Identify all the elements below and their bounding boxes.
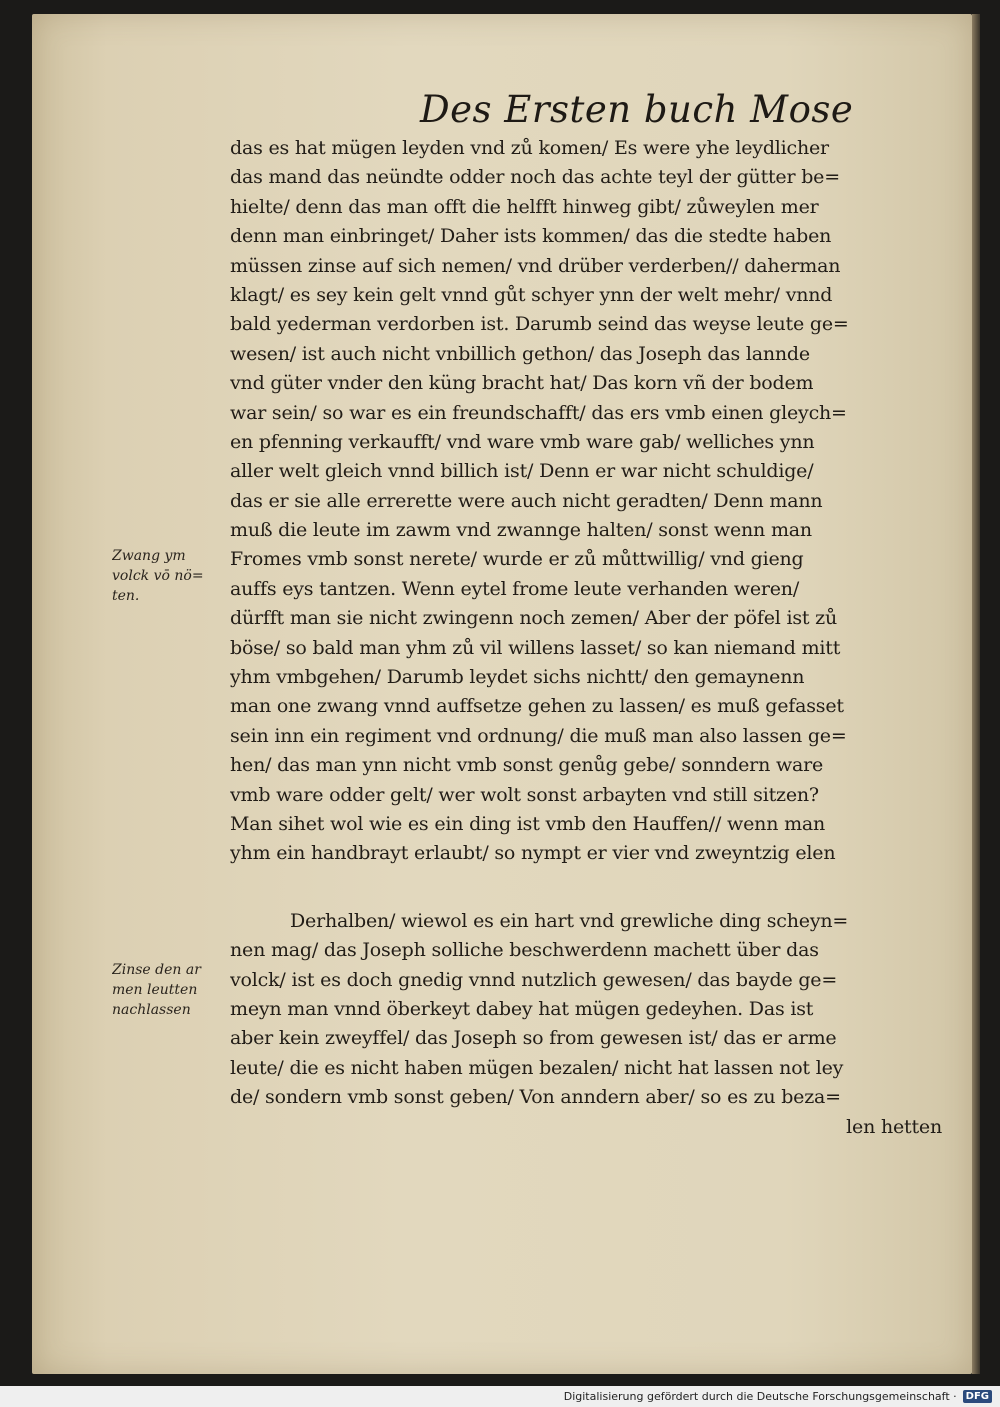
body-text — [230, 134, 942, 1142]
text-line: auffs eys tantzen. Wenn eytel frome leute verhanden weren/ — [230, 577, 800, 600]
paragraph-1 — [230, 134, 942, 869]
text-line: war sein/ so war es ein freundschafft/ das ers vmb einen gleych= — [230, 401, 847, 424]
text-line: das es hat mügen leyden vnd zů komen/ Es were yhe leydlicher — [230, 137, 829, 159]
text-line: meyn man vnnd öberkeyt dabey hat mügen gedeyhen. Das ist — [230, 997, 814, 1020]
margin-note-line: Zwang ym — [112, 548, 186, 564]
text-line: yhm ein handbrayt erlaubt/ so nympt er vier vnd zweyntzig elen — [230, 842, 836, 865]
text-line: aber kein zweyffel/ das Joseph so from gewesen ist/ das er arme — [230, 1027, 837, 1050]
text-line: dürfft man sie nicht zwingenn noch zemen/ Aber der pöfel ist zů — [230, 607, 838, 630]
text-line: muß die leute im zawm vnd zwannge halten/ sonst wenn man — [230, 519, 812, 542]
footer-bar — [0, 1386, 1000, 1407]
text-line: aller welt gleich vnnd billich ist/ Denn er war nicht schuldige/ — [230, 460, 814, 483]
text-line: hielte/ denn das man offt die helfft hinweg gibt/ zůweylen mer — [230, 195, 819, 218]
text-line: vmb ware odder gelt/ wer wolt sonst arbayten vnd still sitzen? — [230, 783, 819, 806]
text-line: vnd güter vnder den küng bracht hat/ Das korn vñ der bodem — [230, 372, 814, 395]
margin-note-line: nachlassen — [112, 1002, 191, 1018]
margin-note-1 — [112, 546, 224, 606]
text-line: de/ sondern vmb sonst geben/ Von anndern aber/ so es zu beza= — [230, 1086, 841, 1109]
page-edge — [972, 14, 980, 1374]
text-line: man one zwang vnnd auffsetze gehen zu lassen/ es muß gefasset — [230, 695, 844, 718]
footer-credit: Digitalisierung gefördert durch die Deutsche Forschungsgemeinschaft · — [563, 1390, 957, 1403]
text-line: yhm vmbgehen/ Darumb leydet sichs nichtt/ den gemaynenn — [230, 666, 805, 689]
text-line: wesen/ ist auch nicht vnbillich gethon/ das Joseph das lannde — [230, 342, 810, 365]
text-line: Fromes vmb sonst nerete/ wurde er zů můttwillig/ vnd gieng — [230, 548, 804, 571]
dfg-logo-icon: DFG — [963, 1390, 992, 1403]
text-line: len hetten — [846, 1115, 942, 1138]
running-title: Des Ersten buch Mose — [420, 88, 854, 131]
text-line: Derhalben/ wiewol es ein hart vnd grewliche ding scheyn= — [290, 909, 849, 932]
paragraph-gap — [230, 869, 942, 907]
text-line: leute/ die es nicht haben mügen bezalen/ nicht hat lassen not ley — [230, 1056, 844, 1079]
text-line: das mand das neündte odder noch das achte teyl der gütter be= — [230, 166, 840, 189]
paragraph-2 — [230, 907, 942, 1142]
text-line: nen mag/ das Joseph solliche beschwerdenn machett über das — [230, 939, 819, 962]
text-line: en pfenning verkaufft/ vnd ware vmb ware gab/ welliches ynn — [230, 430, 815, 453]
margin-note-line: volck vō nö= — [112, 568, 204, 584]
text-line: böse/ so bald man yhm zů vil willens lasset/ so kan niemand mitt — [230, 636, 841, 659]
text-line: volck/ ist es doch gnedig vnnd nutzlich gewesen/ das bayde ge= — [230, 968, 838, 991]
text-line: Man sihet wol wie es ein ding ist vmb den Hauffen// wenn man — [230, 812, 826, 835]
margin-note-line: Zinse den ar — [112, 962, 201, 978]
text-line: hen/ das man ynn nicht vmb sonst genůg gebe/ sonndern ware — [230, 754, 824, 777]
text-line: das er sie alle errerette were auch nicht geradten/ Denn mann — [230, 489, 823, 512]
margin-note-line: ten. — [112, 588, 140, 604]
text-line: bald yederman verdorben ist. Darumb seind das weyse leute ge= — [230, 313, 849, 336]
margin-note-2 — [112, 960, 224, 1020]
text-line: denn man einbringet/ Daher ists kommen/ das die stedte haben — [230, 225, 832, 248]
margin-note-line: men leutten — [112, 982, 198, 998]
text-line: sein inn ein regiment vnd ordnung/ die muß man also lassen ge= — [230, 724, 847, 747]
text-line: klagt/ es sey kein gelt vnnd gůt schyer ynn der welt mehr/ vnnd — [230, 283, 833, 306]
text-line: müssen zinse auf sich nemen/ vnd drüber verderben// daherman — [230, 254, 841, 277]
